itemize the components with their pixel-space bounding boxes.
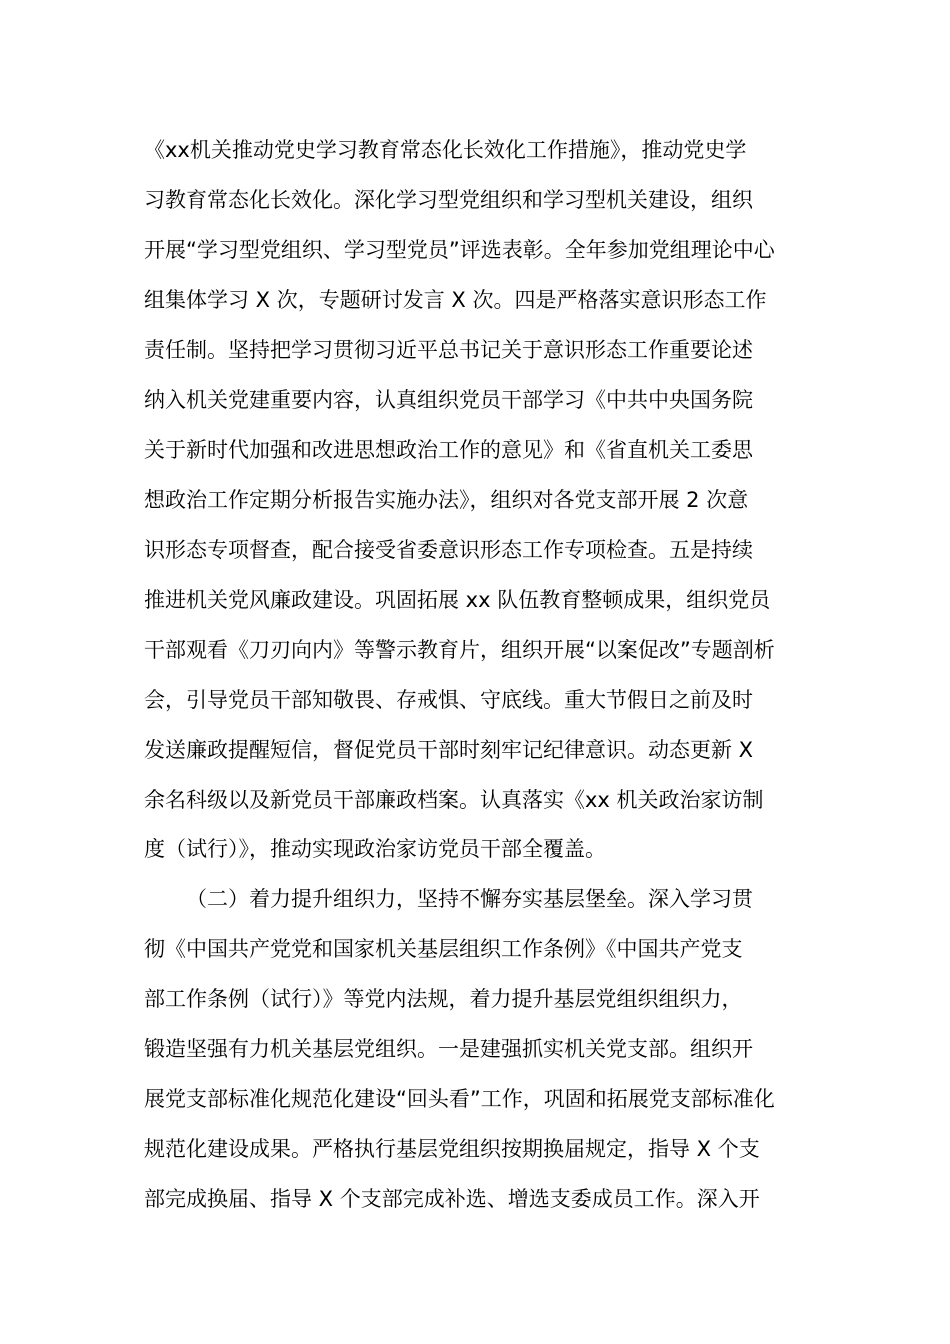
paragraph-line: 部完成换届、指导 X 个支部完成补选、增选支委成员工作。深入开 (144, 1187, 760, 1211)
paragraph-line: 开展“学习型党组织、学习型党员”评选表彰。全年参加党组理论中心 (144, 238, 775, 262)
paragraph-line: 会，引导党员干部知敬畏、存戒惧、守底线。重大节假日之前及时 (144, 688, 753, 712)
paragraph-line: 识形态专项督查，配合接受省委意识形态工作专项检查。五是持续 (144, 538, 753, 562)
paragraph-line: 发送廉政提醒短信，督促党员干部时刻牢记纪律意识。动态更新 X (144, 738, 754, 762)
section-heading-line: （二）着力提升组织力，坚持不懈夯实基层堡垒。深入学习贯 (186, 887, 753, 911)
paragraph-line: 习教育常态化长效化。深化学习型党组织和学习型机关建设，组织 (144, 188, 753, 212)
paragraph-line: 纳入机关党建重要内容，认真组织党员干部学习《中共中央国务院 (144, 388, 753, 412)
paragraph-line: 展党支部标准化规范化建设“回头看”工作，巩固和拓展党支部标准化 (144, 1087, 775, 1111)
paragraph-line: 干部观看《刀刃向内》等警示教育片，组织开展“以案促改”专题剖析 (144, 638, 775, 662)
paragraph-line: 想政治工作定期分析报告实施办法》，组织对各党支部开展 2 次意 (144, 488, 749, 512)
paragraph-line: 组集体学习 X 次，专题研讨发言 X 次。四是严格落实意识形态工作 (144, 288, 767, 312)
paragraph-line: 《xx机关推动党史学习教育常态化长效化工作措施》，推动党史学 (144, 138, 747, 162)
paragraph-line: 责任制。坚持把学习贯彻习近平总书记关于意识形态工作重要论述 (144, 338, 753, 362)
paragraph-line: 推进机关党风廉政建设。巩固拓展 xx 队伍教育整顿成果，组织党员 (144, 588, 771, 612)
paragraph-line: 规范化建设成果。严格执行基层党组织按期换届规定，指导 X 个支 (144, 1137, 760, 1161)
paragraph-line: 锻造坚强有力机关基层党组织。一是建强抓实机关党支部。组织开 (144, 1037, 753, 1061)
paragraph-line: 部工作条例（试行）》等党内法规，着力提升基层党组织组织力， (144, 987, 743, 1011)
paragraph-line: 余名科级以及新党员干部廉政档案。认真落实《xx 机关政治家访制 (144, 788, 764, 812)
paragraph-line: 关于新时代加强和改进思想政治工作的意见》和《省直机关工委思 (144, 438, 753, 462)
paragraph-line: 彻《中国共产党党和国家机关基层组织工作条例》《中国共产党支 (144, 937, 743, 961)
paragraph-line: 度（试行）》，推动实现政治家访党员干部全覆盖。 (144, 837, 606, 861)
